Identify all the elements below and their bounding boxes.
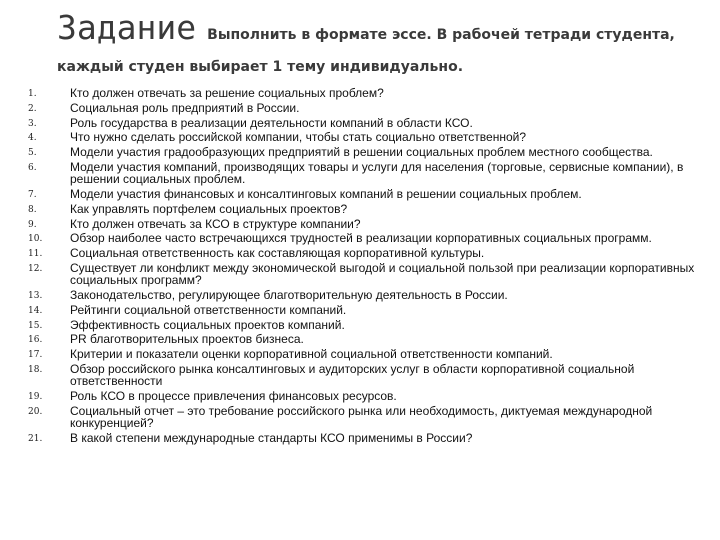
topic-number: 8. bbox=[28, 204, 37, 215]
topic-item bbox=[28, 161, 708, 186]
topic-number: 13. bbox=[28, 291, 43, 301]
topic-text: В какой степени международные стандарты КСО применимы в России? bbox=[70, 431, 473, 445]
topic-text: Рейтинги социальной ответственности компаний. bbox=[70, 302, 347, 317]
topic-number: 14. bbox=[28, 305, 43, 316]
topic-number: 12. bbox=[28, 263, 43, 274]
topic-item bbox=[28, 304, 708, 317]
topic-item bbox=[28, 87, 708, 100]
topic-item bbox=[28, 348, 708, 361]
topic-text: Что нужно сделать российской компании, чтобы стать социально ответственной? bbox=[70, 130, 527, 145]
essay-topic-list bbox=[28, 87, 708, 447]
topic-text: Кто должен отвечать за КСО в структуре компании? bbox=[70, 216, 361, 231]
topic-number: 1. bbox=[28, 89, 37, 99]
topic-number: 10. bbox=[28, 234, 43, 245]
topic-text: PR благотворительных проектов бизнеса. bbox=[70, 332, 304, 347]
topic-text: Обзор наиболее часто встречающихся трудностей в реализации корпоративных социальных программ. bbox=[70, 231, 652, 246]
topic-text: Как управлять портфелем социальных проектов? bbox=[70, 201, 348, 216]
topic-number: 15. bbox=[28, 320, 43, 331]
topic-number: 17. bbox=[28, 350, 43, 360]
topic-number: 2. bbox=[28, 103, 37, 114]
topic-text: Роль государства в реализации деятельности компаний в области КСО. bbox=[70, 115, 473, 130]
topic-item bbox=[28, 363, 708, 388]
topic-text: Социальный отчет – это требование российского рынка или необходимость, диктуемая международной конкуренцией? bbox=[70, 403, 653, 431]
topic-text: Модели участия градообразующих предприятий в решении социальных проблем местного сообщества. bbox=[70, 145, 653, 159]
topic-item bbox=[28, 203, 708, 216]
page-title: Задание bbox=[57, 8, 197, 47]
topic-text: Модели участия компаний, производящих товары и услуги для населения (торговые, сервисные компании), в решении социальных проблем. bbox=[70, 159, 684, 187]
topic-item bbox=[28, 289, 708, 302]
topic-text: Кто должен отвечать за решение социальных проблем? bbox=[70, 86, 384, 100]
topic-number: 3. bbox=[28, 118, 37, 129]
assignment-instruction: Выполнить в формате эссе. В рабочей тетради студента, bbox=[207, 27, 675, 43]
topic-item bbox=[28, 333, 708, 346]
topic-number: 19. bbox=[28, 392, 43, 402]
topic-item bbox=[28, 319, 708, 332]
topic-number: 16. bbox=[28, 335, 43, 346]
topic-text: Модели участия финансовых и консалтинговых компаний в решении социальных проблем. bbox=[70, 187, 582, 201]
topic-text: Критерии и показатели оценки корпоративной социальной ответственности компаний. bbox=[70, 347, 553, 361]
topic-item bbox=[28, 232, 708, 245]
topic-item bbox=[28, 117, 708, 130]
topic-text: Существует ли конфликт между экономической выгодой и социальной пользой при реализации корпоративных социальных программ? bbox=[70, 260, 695, 288]
topic-text: Роль КСО в процессе привлечения финансовых ресурсов. bbox=[70, 389, 397, 403]
assignment-instruction-continued: каждый студен выбирает 1 тему индивидуально. bbox=[57, 59, 464, 75]
topic-item bbox=[28, 146, 708, 159]
topic-item bbox=[28, 131, 708, 144]
topic-text: Социальная ответственность как составляющая корпоративной культуры. bbox=[70, 246, 485, 260]
title-line bbox=[57, 8, 675, 47]
topic-number: 18. bbox=[28, 364, 43, 375]
topic-number: 20. bbox=[28, 406, 43, 417]
topic-item bbox=[28, 405, 708, 430]
topic-text: Обзор российского рынка консалтинговых и аудиторских услуг в области корпоративной социальной ответственности bbox=[70, 361, 635, 389]
topic-text: Эффективность социальных проектов компаний. bbox=[70, 317, 345, 332]
topic-text: Социальная роль предприятий в России. bbox=[70, 100, 300, 115]
topic-item bbox=[28, 390, 708, 403]
topic-number: 4. bbox=[28, 133, 37, 144]
topic-number: 9. bbox=[28, 219, 37, 230]
topic-number: 7. bbox=[28, 190, 37, 200]
topic-number: 6. bbox=[28, 162, 37, 173]
topic-number: 21. bbox=[28, 434, 43, 444]
topic-item bbox=[28, 262, 708, 287]
topic-item bbox=[28, 218, 708, 231]
topic-item bbox=[28, 432, 708, 445]
topic-text: Законодательство, регулирующее благотворительную деятельность в России. bbox=[70, 288, 508, 302]
topic-item bbox=[28, 188, 708, 201]
topic-number: 5. bbox=[28, 148, 37, 158]
topic-item bbox=[28, 247, 708, 260]
topic-item bbox=[28, 102, 708, 115]
topic-number: 11. bbox=[28, 249, 43, 259]
